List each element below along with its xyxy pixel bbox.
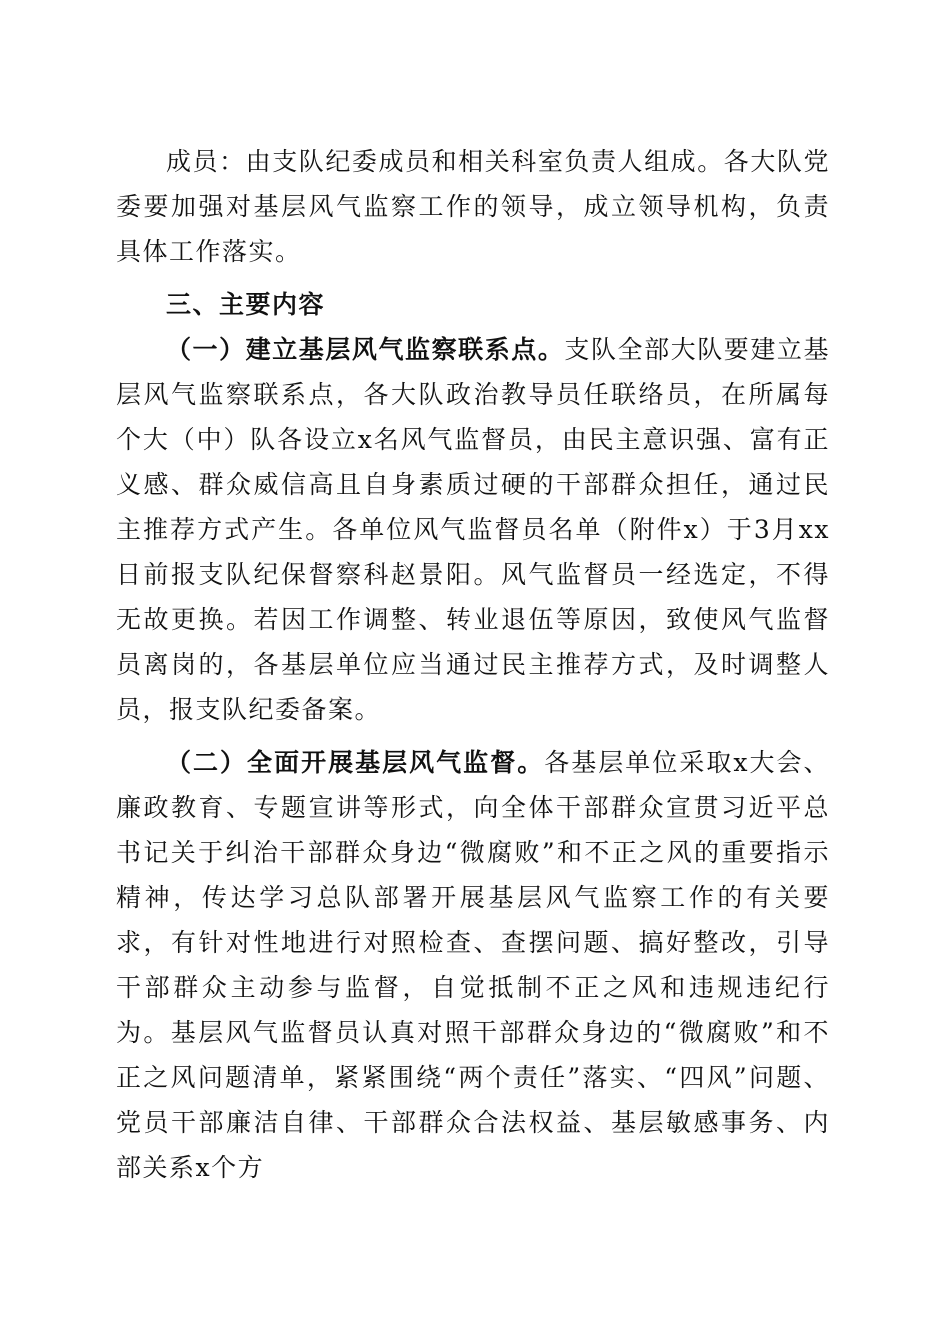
paragraph-members: 成员：由支队纪委成员和相关科室负责人组成。各大队党委要加强对基层风气监察工作的领导，成立领导机构，负责具体工作落实。: [116, 147, 830, 266]
paragraph-gap: [116, 274, 830, 282]
section-heading: 三、主要内容: [166, 290, 326, 319]
item-two-body: 各基层单位采取x大会、廉政教育、专题宣讲等形式，向全体干部群众宣贯习近平总书记关于纠治干部群众身边“微腐败”和不正之风的重要指示精神，传达学习总队部署开展基层风气监察工作的有关要求，有针对性地进行对照检查、查摆问题、搞好整改，引导干部群众主动参与监督，自觉抵制不正之风和违规违纪行为。基层风气监督员认真对照干部群众身边的“微腐败”和不正之风问题清单，紧紧围绕“两个责任”落实、“四风”问题、党员干部廉洁自律、干部群众合法权益、基层敏感事务、内部关系x个方: [116, 748, 830, 1182]
item-two-title: （二）全面开展基层风气监督。: [166, 748, 545, 777]
item-one-title: （一）建立基层风气监察联系点。: [166, 335, 565, 364]
item-one-paragraph: [116, 327, 830, 732]
item-one-body: 支队全部大队要建立基层风气监察联系点，各大队政治教导员任联络员，在所属每个大（中）队各设立x名风气监督员，由民主意识强、富有正义感、群众威信高且自身素质过硬的干部群众担任，通过民主推荐方式产生。各单位风气监督员名单（附件x）于3月xx日前报支队纪保督察科赵景阳。风气监督员一经选定，不得无故更换。若因工作调整、转业退伍等原因，致使风气监督员离岗的，各基层单位应当通过民主推荐方式，及时调整人员，报支队纪委备案。: [116, 335, 830, 724]
paragraph-gap: [116, 732, 830, 740]
item-two-paragraph: [116, 740, 830, 1190]
document-body: [116, 139, 830, 1190]
